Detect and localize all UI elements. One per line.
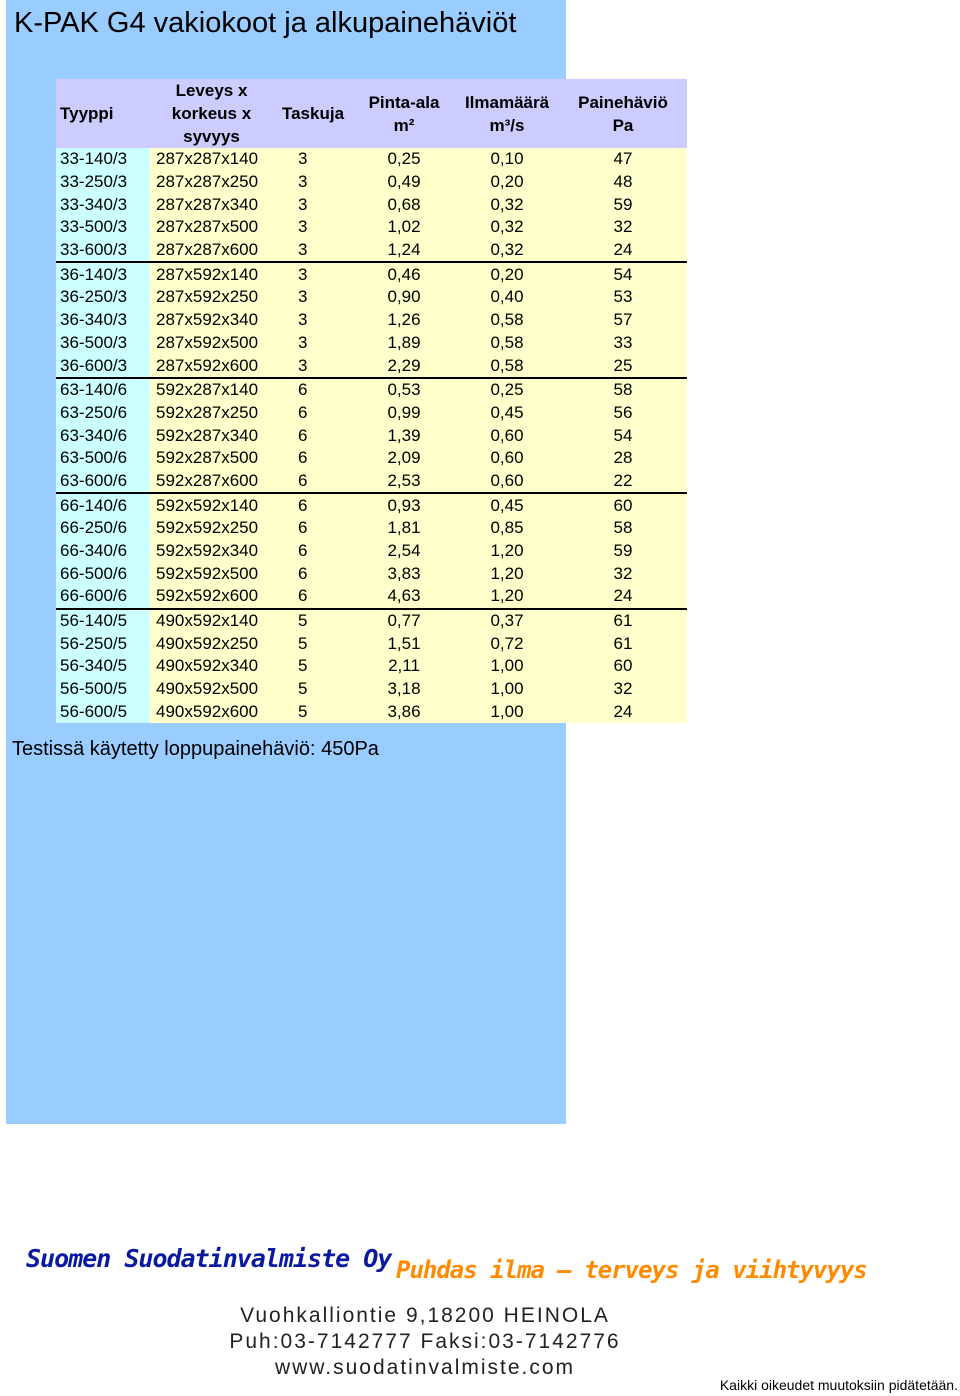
cell-dimensions: 490x592x340 — [150, 655, 273, 678]
header-tyyppi: Tyyppi — [56, 79, 150, 148]
table-row — [56, 562, 687, 585]
cell-airflow: 0,58 — [455, 354, 559, 378]
table-row — [56, 193, 687, 216]
cell-pressure-drop: 58 — [559, 517, 687, 540]
cell-area: 4,63 — [353, 585, 455, 609]
cell-pressure-drop: 32 — [559, 216, 687, 239]
cell-area: 0,99 — [353, 402, 455, 425]
cell-pockets: 5 — [273, 609, 353, 633]
cell-dimensions: 490x592x250 — [150, 632, 273, 655]
cell-pockets: 3 — [273, 171, 353, 194]
header-airflow — [455, 79, 559, 148]
cell-pressure-drop: 59 — [559, 540, 687, 563]
cell-pressure-drop: 57 — [559, 309, 687, 332]
cell-area: 3,18 — [353, 678, 455, 701]
table-row — [56, 402, 687, 425]
cell-airflow: 0,40 — [455, 286, 559, 309]
cell-pockets: 5 — [273, 632, 353, 655]
cell-dimensions: 490x592x140 — [150, 609, 273, 633]
cell-airflow: 0,20 — [455, 262, 559, 286]
cell-pressure-drop: 60 — [559, 493, 687, 517]
cell-type: 66-340/6 — [56, 540, 150, 563]
cell-type: 66-600/6 — [56, 585, 150, 609]
cell-pressure-drop: 54 — [559, 424, 687, 447]
cell-pressure-drop: 61 — [559, 632, 687, 655]
cell-area: 0,53 — [353, 378, 455, 402]
filter-size-table — [56, 79, 687, 723]
cell-dimensions: 287x592x250 — [150, 286, 273, 309]
footer-website: www.suodatinvalmiste.com — [274, 1356, 576, 1379]
cell-area: 0,77 — [353, 609, 455, 633]
cell-type: 56-600/5 — [56, 701, 150, 724]
header-area — [353, 79, 455, 148]
header-dimensions — [150, 79, 273, 148]
cell-area: 3,86 — [353, 701, 455, 724]
header-area-line1: Pinta-ala — [368, 92, 440, 112]
table-row — [56, 354, 687, 378]
cell-area: 2,09 — [353, 447, 455, 470]
cell-pressure-drop: 25 — [559, 354, 687, 378]
cell-pressure-drop: 24 — [559, 585, 687, 609]
cell-pockets: 3 — [273, 193, 353, 216]
cell-airflow: 0,72 — [455, 632, 559, 655]
cell-pockets: 3 — [273, 286, 353, 309]
header-pressure-line2: Pa — [612, 115, 634, 135]
cell-area: 0,68 — [353, 193, 455, 216]
cell-airflow: 0,58 — [455, 332, 559, 355]
cell-airflow: 0,60 — [455, 470, 559, 494]
cell-pockets: 5 — [273, 701, 353, 724]
cell-airflow: 0,32 — [455, 239, 559, 263]
table-row — [56, 216, 687, 239]
table-row — [56, 678, 687, 701]
cell-pockets: 3 — [273, 354, 353, 378]
cell-pockets: 6 — [273, 424, 353, 447]
cell-pockets: 6 — [273, 402, 353, 425]
cell-dimensions: 592x287x140 — [150, 378, 273, 402]
cell-pockets: 3 — [273, 309, 353, 332]
cell-area: 1,51 — [353, 632, 455, 655]
cell-dimensions: 287x592x340 — [150, 309, 273, 332]
cell-type: 56-500/5 — [56, 678, 150, 701]
cell-pressure-drop: 53 — [559, 286, 687, 309]
table-body — [56, 148, 687, 723]
cell-area: 1,24 — [353, 239, 455, 263]
cell-type: 63-500/6 — [56, 447, 150, 470]
table-row — [56, 493, 687, 517]
cell-pressure-drop: 28 — [559, 447, 687, 470]
cell-pressure-drop: 47 — [559, 148, 687, 171]
cell-dimensions: 592x287x340 — [150, 424, 273, 447]
cell-area: 1,89 — [353, 332, 455, 355]
cell-airflow: 0,10 — [455, 148, 559, 171]
header-dimensions-line2: korkeus x — [171, 104, 252, 123]
cell-dimensions: 287x287x500 — [150, 216, 273, 239]
cell-pressure-drop: 60 — [559, 655, 687, 678]
cell-airflow: 0,45 — [455, 402, 559, 425]
cell-pockets: 5 — [273, 678, 353, 701]
table-row — [56, 655, 687, 678]
cell-type: 63-250/6 — [56, 402, 150, 425]
cell-area: 0,49 — [353, 171, 455, 194]
header-pressure — [559, 79, 687, 148]
table-row — [56, 262, 687, 286]
cell-pockets: 6 — [273, 470, 353, 494]
table-row — [56, 378, 687, 402]
cell-type: 66-140/6 — [56, 493, 150, 517]
cell-type: 36-140/3 — [56, 262, 150, 286]
header-airflow-line1: Ilmamäärä — [464, 92, 550, 112]
header-dimensions-line1: Leveys x — [175, 81, 248, 100]
cell-pockets: 6 — [273, 447, 353, 470]
cell-airflow: 1,00 — [455, 678, 559, 701]
cell-pressure-drop: 56 — [559, 402, 687, 425]
cell-dimensions: 592x592x500 — [150, 562, 273, 585]
cell-type: 33-340/3 — [56, 193, 150, 216]
cell-pockets: 5 — [273, 655, 353, 678]
cell-area: 2,29 — [353, 354, 455, 378]
cell-area: 1,26 — [353, 309, 455, 332]
cell-type: 33-140/3 — [56, 148, 150, 171]
table-row — [56, 286, 687, 309]
table-row — [56, 701, 687, 724]
cell-pressure-drop: 32 — [559, 562, 687, 585]
cell-dimensions: 592x592x600 — [150, 585, 273, 609]
cell-airflow: 0,32 — [455, 193, 559, 216]
cell-dimensions: 490x592x500 — [150, 678, 273, 701]
cell-type: 63-140/6 — [56, 378, 150, 402]
company-slogan: Puhdas ilma – terveys ja viihtyvyys — [396, 1256, 867, 1284]
cell-airflow: 0,60 — [455, 447, 559, 470]
table-row — [56, 540, 687, 563]
cell-type: 36-500/3 — [56, 332, 150, 355]
cell-type: 63-600/6 — [56, 470, 150, 494]
table-row — [56, 609, 687, 633]
header-area-line2: m² — [393, 115, 415, 135]
cell-area: 2,11 — [353, 655, 455, 678]
cell-pressure-drop: 33 — [559, 332, 687, 355]
cell-airflow: 1,20 — [455, 540, 559, 563]
cell-airflow: 1,20 — [455, 562, 559, 585]
table-row — [56, 309, 687, 332]
cell-area: 2,54 — [353, 540, 455, 563]
cell-type: 36-250/3 — [56, 286, 150, 309]
page-title: K-PAK G4 vakiokoot ja alkupainehäviöt — [14, 7, 517, 39]
cell-pressure-drop: 22 — [559, 470, 687, 494]
cell-airflow: 0,60 — [455, 424, 559, 447]
cell-pressure-drop: 32 — [559, 678, 687, 701]
cell-airflow: 0,20 — [455, 171, 559, 194]
cell-type: 33-250/3 — [56, 171, 150, 194]
cell-pockets: 6 — [273, 493, 353, 517]
cell-pockets: 6 — [273, 585, 353, 609]
cell-airflow: 0,37 — [455, 609, 559, 633]
cell-dimensions: 287x287x600 — [150, 239, 273, 263]
cell-type: 56-250/5 — [56, 632, 150, 655]
table-row — [56, 148, 687, 171]
test-note: Testissä käytetty loppupainehäviö: 450Pa — [12, 738, 379, 760]
cell-area: 0,90 — [353, 286, 455, 309]
cell-type: 63-340/6 — [56, 424, 150, 447]
cell-type: 56-140/5 — [56, 609, 150, 633]
cell-area: 3,83 — [353, 562, 455, 585]
cell-area: 1,81 — [353, 517, 455, 540]
cell-pressure-drop: 48 — [559, 171, 687, 194]
cell-type: 33-600/3 — [56, 239, 150, 263]
cell-airflow: 1,00 — [455, 655, 559, 678]
header-dimensions-line3: syvyys — [183, 127, 240, 146]
cell-airflow: 1,20 — [455, 585, 559, 609]
table-row — [56, 332, 687, 355]
cell-type: 66-250/6 — [56, 517, 150, 540]
cell-type: 66-500/6 — [56, 562, 150, 585]
table-row — [56, 632, 687, 655]
cell-type: 56-340/5 — [56, 655, 150, 678]
cell-type: 36-600/3 — [56, 354, 150, 378]
cell-pressure-drop: 24 — [559, 701, 687, 724]
cell-area: 1,02 — [353, 216, 455, 239]
cell-dimensions: 287x592x500 — [150, 332, 273, 355]
table-row — [56, 424, 687, 447]
table-row — [56, 171, 687, 194]
rights-notice: Kaikki oikeudet muutoksiin pidätetään. — [719, 1377, 958, 1393]
cell-dimensions: 592x592x250 — [150, 517, 273, 540]
cell-area: 1,39 — [353, 424, 455, 447]
cell-type: 33-500/3 — [56, 216, 150, 239]
cell-pockets: 6 — [273, 378, 353, 402]
cell-dimensions: 287x287x140 — [150, 148, 273, 171]
cell-pressure-drop: 24 — [559, 239, 687, 263]
cell-dimensions: 592x287x250 — [150, 402, 273, 425]
table-row — [56, 470, 687, 494]
cell-dimensions: 287x287x250 — [150, 171, 273, 194]
cell-pockets: 3 — [273, 262, 353, 286]
cell-pockets: 6 — [273, 517, 353, 540]
cell-pressure-drop: 54 — [559, 262, 687, 286]
company-name: Suomen Suodatinvalmiste Oy — [26, 1244, 392, 1273]
cell-area: 2,53 — [353, 470, 455, 494]
cell-dimensions: 592x287x500 — [150, 447, 273, 470]
cell-dimensions: 592x287x600 — [150, 470, 273, 494]
cell-pockets: 6 — [273, 562, 353, 585]
cell-dimensions: 287x592x140 — [150, 262, 273, 286]
table-row — [56, 239, 687, 263]
table-row — [56, 585, 687, 609]
header-airflow-line2: m³/s — [489, 115, 525, 135]
cell-area: 0,25 — [353, 148, 455, 171]
cell-pockets: 3 — [273, 239, 353, 263]
cell-pressure-drop: 61 — [559, 609, 687, 633]
cell-dimensions: 592x592x140 — [150, 493, 273, 517]
cell-pressure-drop: 58 — [559, 378, 687, 402]
cell-airflow: 0,85 — [455, 517, 559, 540]
cell-pockets: 3 — [273, 216, 353, 239]
cell-dimensions: 287x287x340 — [150, 193, 273, 216]
cell-pressure-drop: 59 — [559, 193, 687, 216]
cell-airflow: 0,58 — [455, 309, 559, 332]
cell-dimensions: 592x592x340 — [150, 540, 273, 563]
cell-airflow: 0,32 — [455, 216, 559, 239]
table-row — [56, 447, 687, 470]
cell-airflow: 1,00 — [455, 701, 559, 724]
cell-airflow: 0,45 — [455, 493, 559, 517]
cell-pockets: 6 — [273, 540, 353, 563]
table-row — [56, 517, 687, 540]
cell-airflow: 0,25 — [455, 378, 559, 402]
cell-pockets: 3 — [273, 332, 353, 355]
cell-type: 36-340/3 — [56, 309, 150, 332]
header-taskuja: Taskuja — [273, 79, 353, 148]
cell-dimensions: 287x592x600 — [150, 354, 273, 378]
cell-dimensions: 490x592x600 — [150, 701, 273, 724]
footer-phone: Puh:03-7142777 Faksi:03-7142776 — [229, 1330, 621, 1353]
cell-pockets: 3 — [273, 148, 353, 171]
table-header-row — [56, 79, 687, 148]
header-pressure-line1: Painehäviö — [578, 92, 668, 112]
cell-area: 0,93 — [353, 493, 455, 517]
cell-area: 0,46 — [353, 262, 455, 286]
footer-address: Vuohkalliontie 9,18200 HEINOLA — [240, 1304, 610, 1327]
